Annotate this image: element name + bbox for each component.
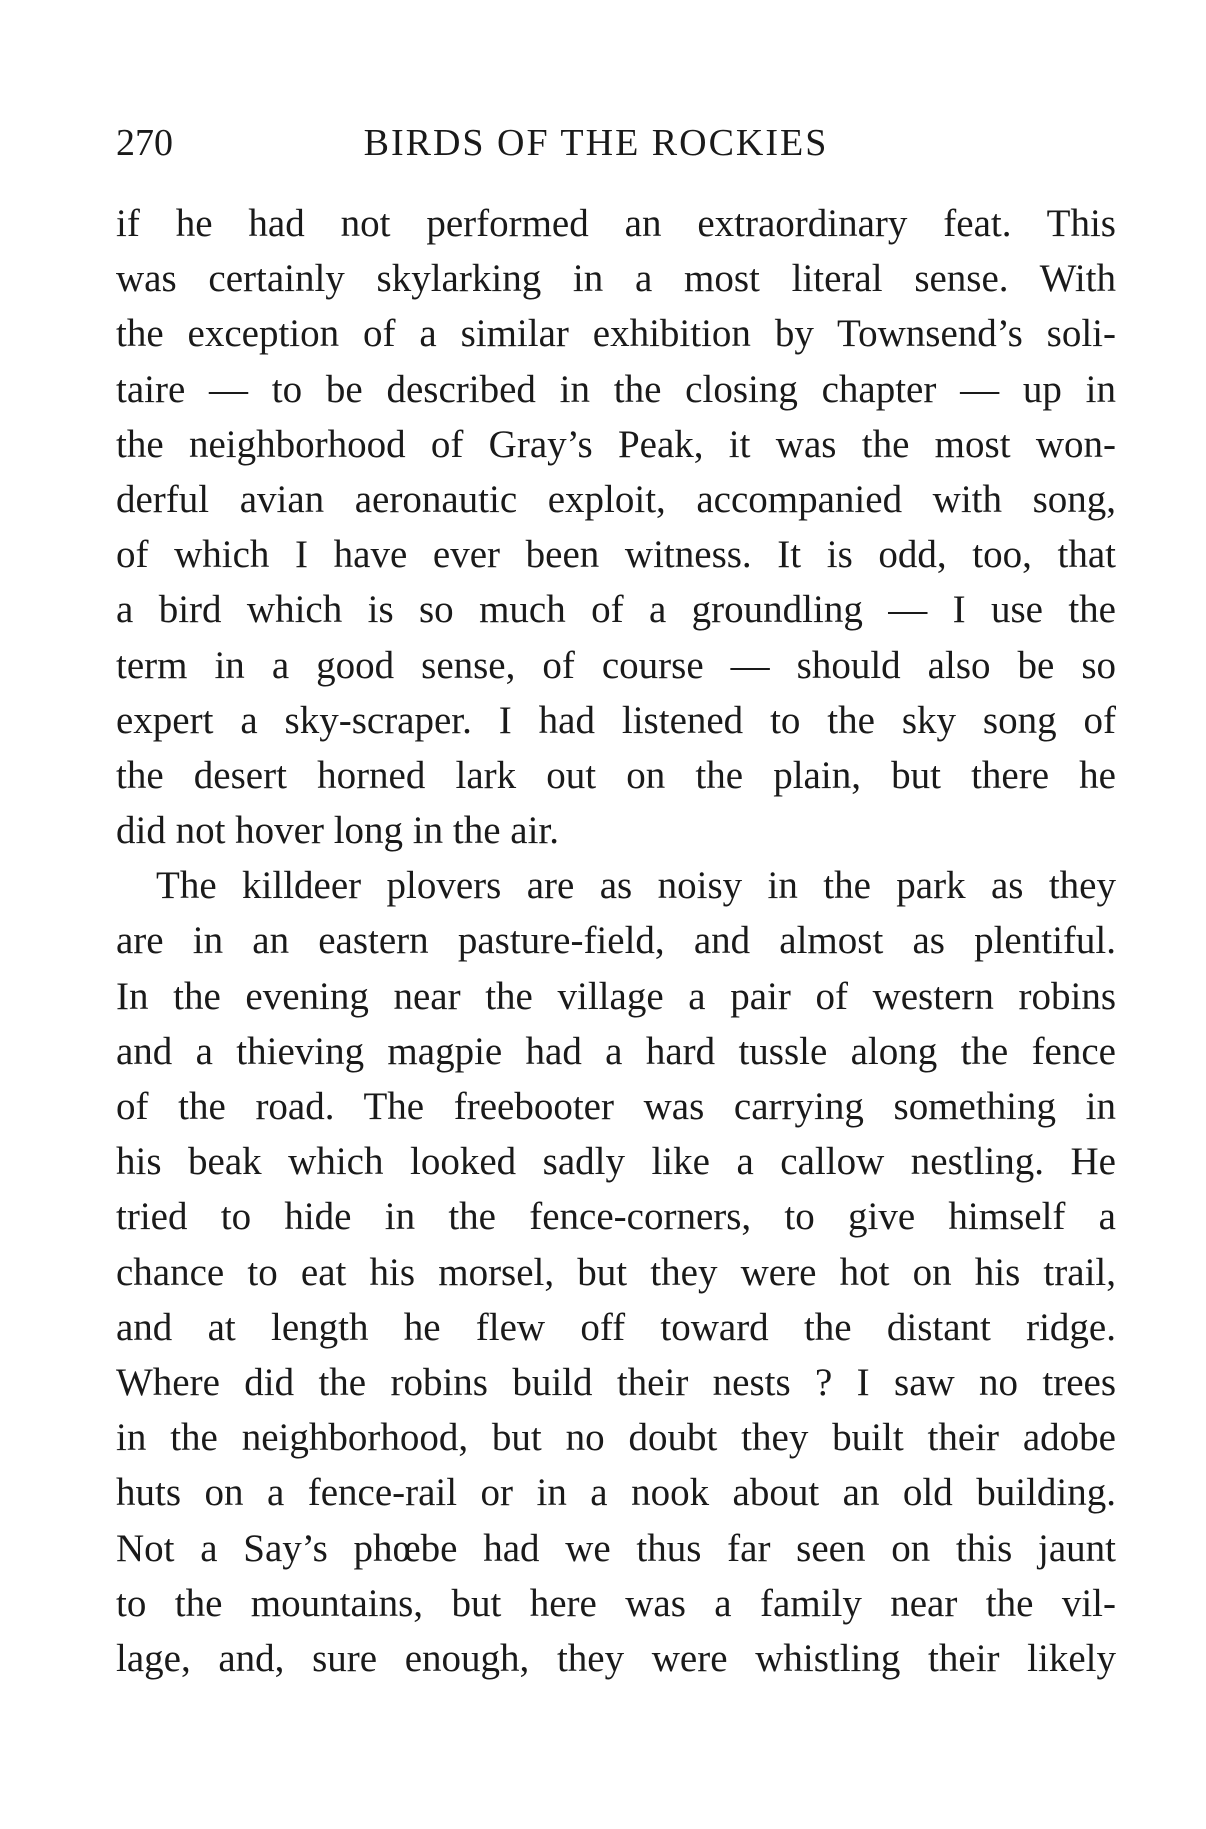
text-line: was certainly skylarking in a most literal sense. With [116, 257, 1116, 301]
text-line: a bird which is so much of a groundling — I use the [116, 588, 1116, 632]
text-line: lage, and, sure enough, they were whistling their likely [116, 1636, 1116, 1680]
text-line: huts on a fence-rail or in a nook about an old building. [116, 1471, 1116, 1515]
text-line: term in a good sense, of course — should also be so [116, 643, 1116, 687]
text-line: and a thieving magpie had a hard tussle along the fence [116, 1029, 1116, 1073]
text-line: the neighborhood of Gray’s Peak, it was the most won- [116, 422, 1116, 466]
text-line: In the evening near the village a pair of western robins [116, 974, 1116, 1018]
paragraph-end-line: did not hover long in the air. [116, 809, 560, 853]
text-line: of which I have ever been witness. It is odd, too, that [116, 533, 1116, 577]
page-header [116, 118, 1076, 168]
text-line: the exception of a similar exhibition by Townsend’s soli- [116, 312, 1116, 356]
text-line: derful avian aeronautic exploit, accompanied with song, [116, 477, 1116, 521]
text-line: tried to hide in the fence-corners, to give himself a [116, 1195, 1116, 1239]
text-line: and at length he flew off toward the distant ridge. [116, 1305, 1116, 1349]
text-line: his beak which looked sadly like a callow nestling. He [116, 1140, 1116, 1184]
text-line: taire — to be described in the closing chapter — up in [116, 367, 1116, 411]
text-line: the desert horned lark out on the plain, but there he [116, 753, 1116, 797]
text-line: of the road. The freebooter was carrying something in [116, 1085, 1116, 1128]
text-line: if he had not performed an extraordinary feat. This [116, 202, 1116, 245]
text-line: Not a Say’s phœbe had we thus far seen on this jaunt [116, 1526, 1116, 1570]
text-line: to the mountains, but here was a family near the vil- [116, 1581, 1116, 1625]
body-text [116, 196, 1116, 1686]
text-line: Where did the robins build their nests ? I saw no trees [116, 1360, 1116, 1404]
text-line: are in an eastern pasture-field, and almost as plentiful. [116, 919, 1116, 963]
page-number: 270 [116, 122, 173, 164]
text-line: chance to eat his morsel, but they were hot on his trail, [116, 1250, 1116, 1294]
paragraph-start-line: The killdeer plovers are as noisy in the park as they [156, 864, 1116, 908]
text-line: expert a sky-scraper. I had listened to the sky song of [116, 698, 1116, 742]
running-head: BIRDS OF THE ROCKIES [363, 122, 829, 164]
text-line: in the neighborhood, but no doubt they built their adobe [116, 1416, 1116, 1460]
